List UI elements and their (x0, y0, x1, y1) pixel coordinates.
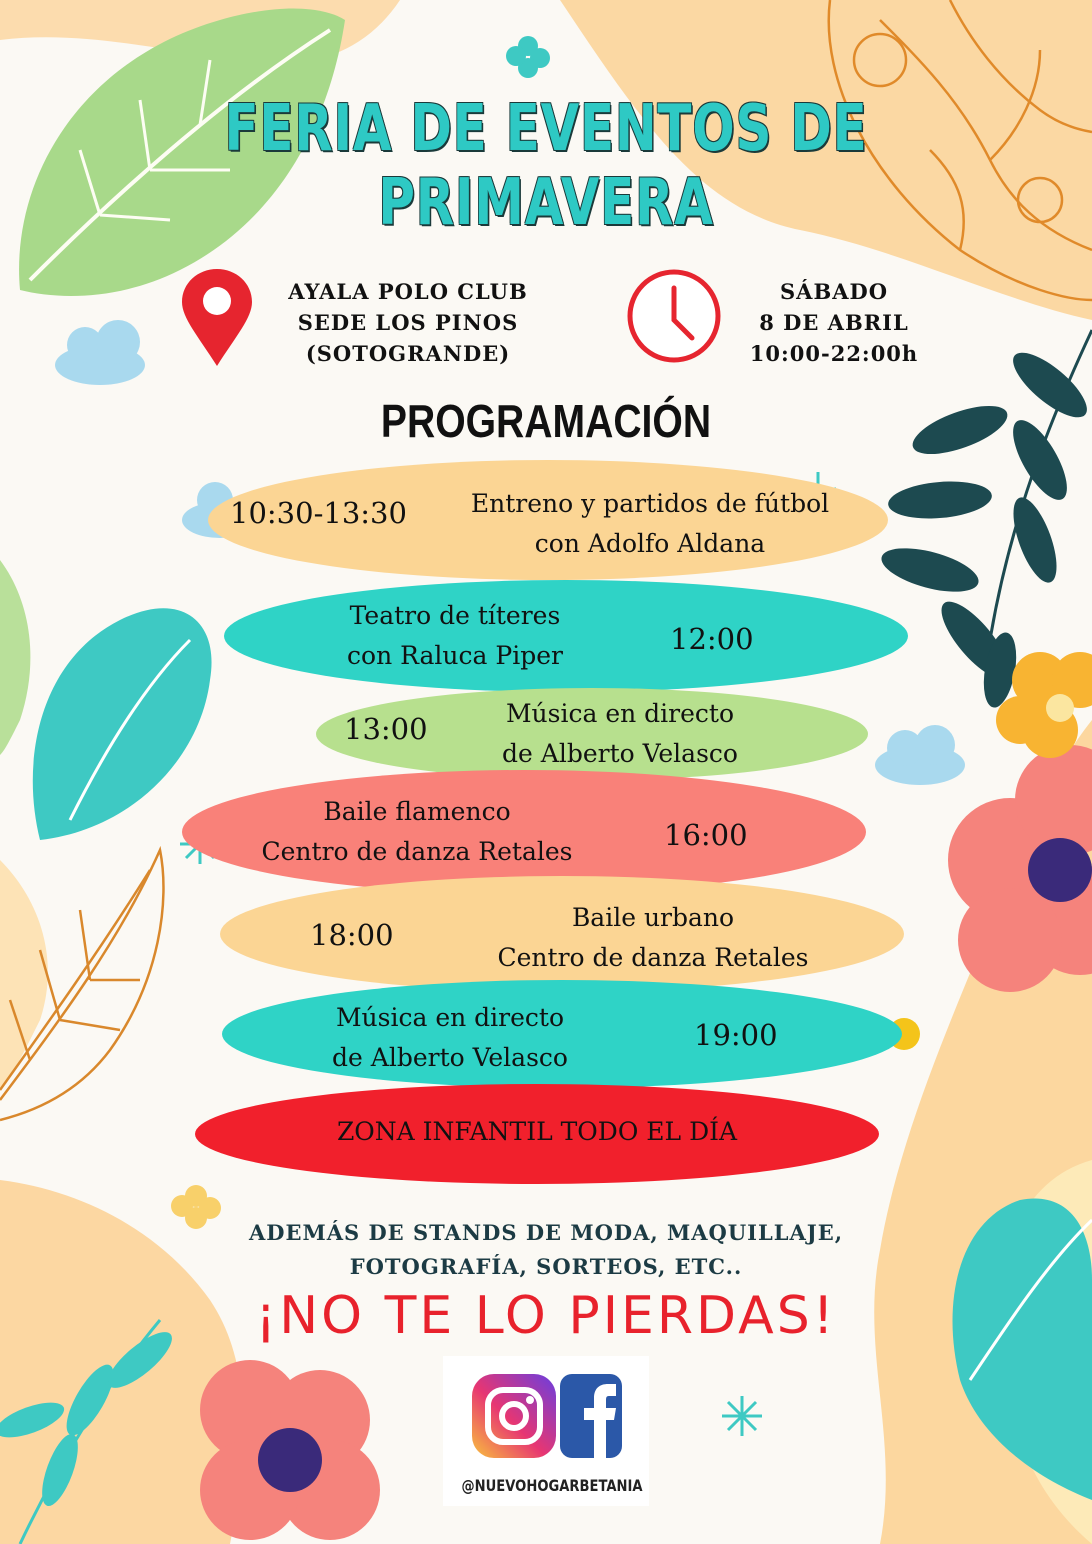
event-description (240, 792, 594, 872)
date-line: 10:00-22:00h (749, 341, 919, 366)
event-line: Música en directo (335, 1003, 565, 1032)
social-handle: @NUEVOHOGARBETANIA (461, 1476, 643, 1495)
event-line: Teatro de títeres (349, 601, 561, 630)
event-description (300, 998, 600, 1078)
event-line: Centro de danza Retales (497, 943, 809, 972)
event-time: 19:00 (694, 1018, 778, 1052)
event-description (430, 484, 870, 564)
event-line: Centro de danza Retales (261, 837, 573, 866)
programacion-heading: PROGRAMACIÓN (380, 395, 712, 447)
event-line: con Raluca Piper (347, 641, 563, 670)
cta-text: ¡NO TE LO PIERDAS! (255, 1286, 837, 1346)
event-time: 12:00 (670, 622, 754, 656)
event-time: 10:30-13:30 (230, 496, 407, 530)
zona-infantil-label: ZONA INFANTIL TODO EL DÍA (336, 1117, 738, 1146)
location-line: (SOTOGRANDE) (305, 341, 511, 366)
instagram-icon[interactable] (472, 1374, 556, 1458)
event-line: Entreno y partidos de fútbol (470, 489, 830, 518)
event-description (470, 694, 770, 774)
location-line: AYALA POLO CLUB (288, 279, 528, 304)
event-time: 16:00 (664, 818, 748, 852)
facebook-icon[interactable] (560, 1374, 622, 1458)
event-description (476, 898, 830, 978)
event-line: Baile urbano (571, 903, 735, 932)
event-description (300, 596, 610, 676)
event-time: 13:00 (344, 712, 428, 746)
event-line: Música en directo (505, 699, 735, 728)
event-line: de Alberto Velasco (332, 1043, 568, 1072)
date-line: SÁBADO (779, 279, 888, 304)
location-line: SEDE LOS PINOS (297, 310, 519, 335)
event-line: Baile flamenco (323, 797, 511, 826)
extra-line: FOTOGRAFÍA, SORTEOS, ETC.. (349, 1254, 743, 1279)
event-time: 18:00 (310, 918, 394, 952)
extra-line: ADEMÁS DE STANDS DE MODA, MAQUILLAJE, (248, 1220, 844, 1245)
event-line: con Adolfo Aldana (534, 529, 766, 558)
extra-info (0, 1216, 1092, 1284)
event-line: de Alberto Velasco (502, 739, 738, 768)
poster-title: FERIA DE EVENTOS DE PRIMAVERA (224, 92, 868, 240)
date-line: 8 DE ABRIL (759, 310, 909, 335)
